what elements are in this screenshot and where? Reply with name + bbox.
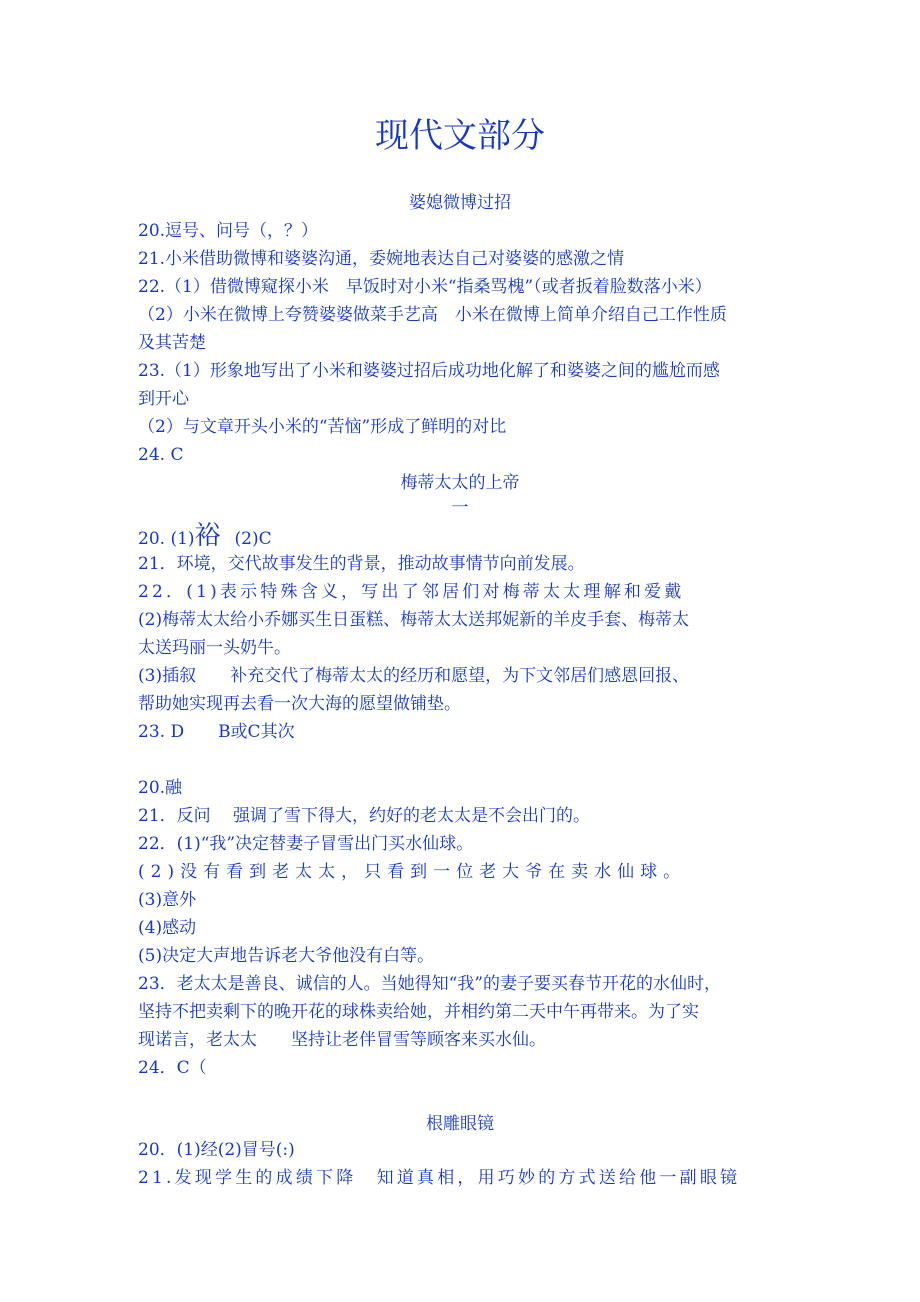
answer-line: 太送玛丽一头奶牛。 (138, 638, 291, 658)
q20-large-char: 裕 (194, 521, 221, 551)
q20-suffix: (2)C (234, 529, 272, 549)
answer-line: 到开心 (138, 389, 189, 409)
answer-line: 22．(1)表示特殊含义，写出了邻居们对梅蒂太太理解和爱戴 (138, 582, 685, 602)
answer-line: (3)插叙 补充交代了梅蒂太太的经历和愿望，为下文邻居们感恩回报、 (138, 666, 690, 686)
answer-line: 22.（1）借微博窥探小米 早饭时对小米“指桑骂槐”（或者扳着脸数落小米） (138, 277, 712, 297)
answer-line: 及其苦楚 (138, 333, 206, 353)
section-heading: 婆媳微博过招 (409, 193, 511, 213)
page-title: 现代文部分 (375, 116, 545, 156)
answer-line: 帮助她实现再去看一次大海的愿望做铺垫。 (138, 694, 461, 714)
answer-line: 23.（1）形象地写出了小米和婆婆过招后成功地化解了和婆婆之间的尴尬而感 (138, 361, 720, 381)
q20-prefix: 20. (1) (138, 529, 195, 549)
answer-line: 21.小米借助微博和婆婆沟通，委婉地表达自己对婆婆的感激之情 (138, 249, 625, 269)
answer-line: (3)意外 (138, 890, 197, 910)
answer-line: 20.融 (138, 778, 183, 798)
answer-line-q20 (138, 520, 798, 552)
section-heading: 梅蒂太太的上帝 (400, 473, 520, 493)
answer-line: 坚持不把卖剩下的晚开花的球株卖给她，并相约第二天中午再带来。为了实 (138, 1002, 699, 1022)
answer-line: 24. C (138, 445, 184, 465)
answer-line: (5)决定大声地告诉老大爷他没有白等。 (138, 946, 435, 966)
answer-line: 24．C（ (138, 1058, 207, 1078)
answer-line: 23．老太太是善良、诚信的人。当她得知“我”的妻子要买春节开花的水仙时， (138, 974, 722, 994)
answer-line: 21.发现学生的成绩下降 知道真相，用巧妙的方式送给他一副眼镜 (138, 1168, 741, 1188)
answer-line: （2）小米在微博上夸赞婆婆做菜手艺高 小米在微博上简单介绍自己工作性质 (138, 305, 727, 325)
section-heading: 根雕眼镜 (426, 1114, 494, 1134)
answer-line: 20.逗号、问号（，？） (138, 221, 319, 241)
answer-line: 22．(1)“我”决定替妻子冒雪出门买水仙球。 (138, 834, 474, 854)
answer-line: 21．环境，交代故事发生的背景，推动故事情节向前发展。 (138, 554, 585, 574)
section-subheading: 一 (451, 498, 469, 518)
answer-line: (2)没有看到老太太，只看到一位老大爷在卖水仙球。 (138, 862, 687, 882)
answer-line: 现诺言，老太太 坚持让老伴冒雪等顾客来买水仙。 (138, 1030, 546, 1050)
answer-line: 23. D B或C其次 (138, 722, 295, 742)
answer-line: 21．反问 强调了雪下得大，约好的老太太是不会出门的。 (138, 806, 591, 826)
answer-line: (2)梅蒂太太给小乔娜买生日蛋糕、梅蒂太太送邦妮新的羊皮手套、梅蒂太 (138, 610, 690, 630)
answer-line: （2）与文章开头小米的“苦恼”形成了鲜明的对比 (138, 417, 507, 437)
answer-line: (4)感动 (138, 918, 197, 938)
answer-line: 20．(1)经(2)冒号(:) (138, 1140, 295, 1160)
